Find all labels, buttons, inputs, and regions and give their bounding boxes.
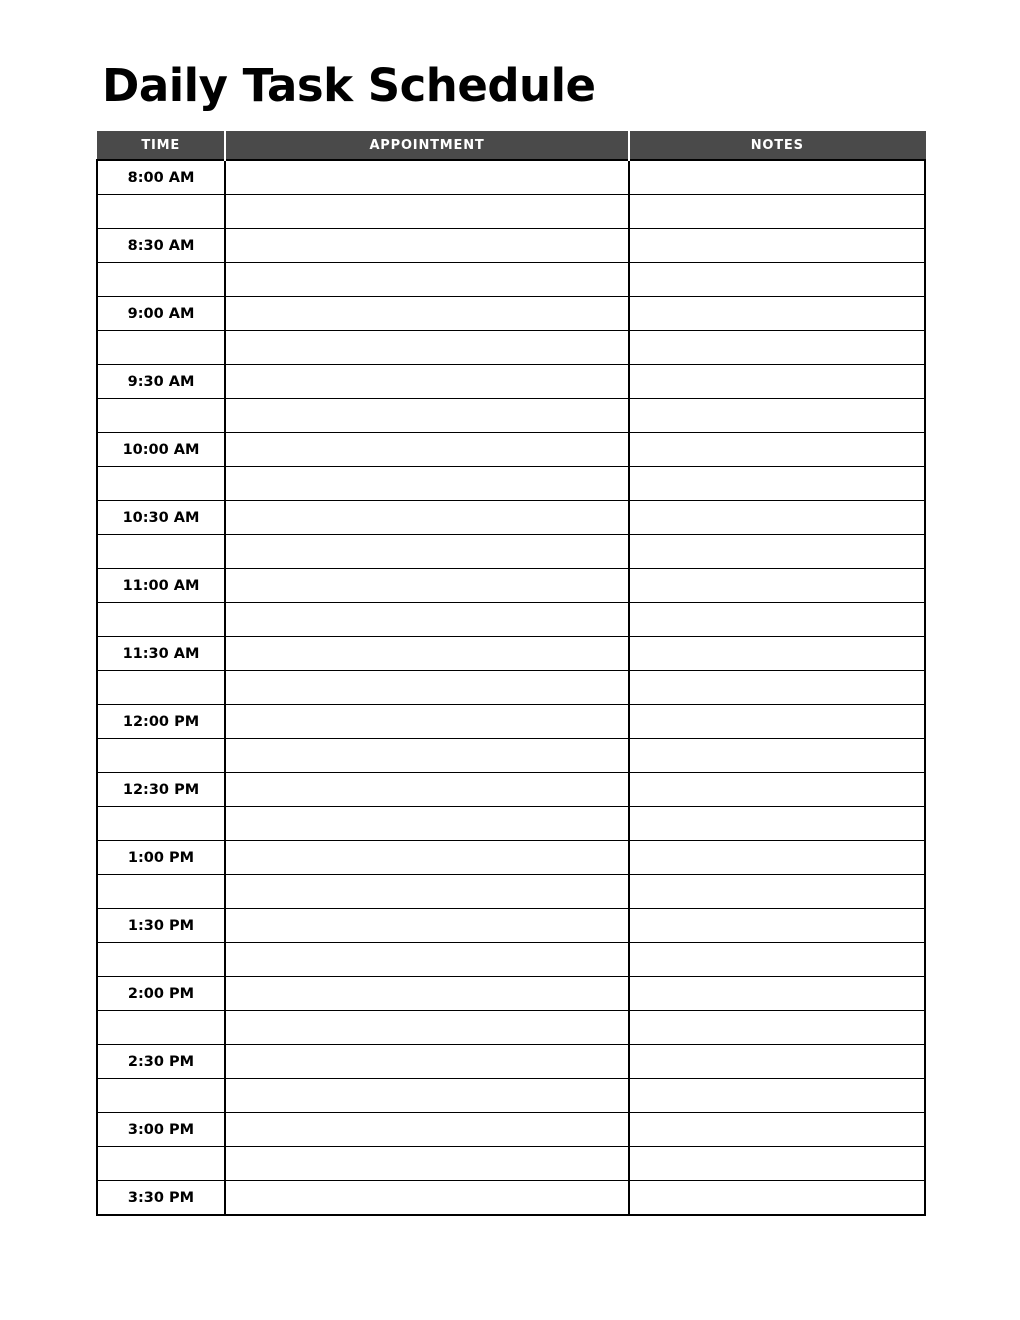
- appointment-cell[interactable]: [225, 229, 629, 263]
- notes-cell[interactable]: [629, 433, 925, 467]
- notes-cell[interactable]: [629, 501, 925, 535]
- time-cell: [97, 399, 225, 433]
- table-row: [97, 195, 925, 229]
- table-row: [97, 160, 925, 195]
- table-row: [97, 1045, 925, 1079]
- time-cell: [97, 331, 225, 365]
- column-header-time: TIME: [97, 132, 225, 161]
- appointment-cell[interactable]: [225, 399, 629, 433]
- time-cell: 1:00 PM: [97, 841, 225, 875]
- time-cell: 8:00 AM: [97, 160, 225, 195]
- notes-cell[interactable]: [629, 535, 925, 569]
- notes-cell[interactable]: [629, 365, 925, 399]
- table-row: [97, 603, 925, 637]
- appointment-cell[interactable]: [225, 1011, 629, 1045]
- appointment-cell[interactable]: [225, 943, 629, 977]
- appointment-cell[interactable]: [225, 603, 629, 637]
- appointment-cell[interactable]: [225, 331, 629, 365]
- time-cell: 3:30 PM: [97, 1181, 225, 1216]
- notes-cell[interactable]: [629, 229, 925, 263]
- appointment-cell[interactable]: [225, 705, 629, 739]
- notes-cell[interactable]: [629, 841, 925, 875]
- notes-cell[interactable]: [629, 160, 925, 195]
- time-cell: 12:00 PM: [97, 705, 225, 739]
- table-row: [97, 297, 925, 331]
- notes-cell[interactable]: [629, 943, 925, 977]
- table-row: [97, 943, 925, 977]
- time-cell: [97, 1147, 225, 1181]
- time-cell: 2:30 PM: [97, 1045, 225, 1079]
- time-cell: 10:30 AM: [97, 501, 225, 535]
- notes-cell[interactable]: [629, 1181, 925, 1216]
- time-cell: 11:30 AM: [97, 637, 225, 671]
- table-body: [97, 160, 925, 1215]
- notes-cell[interactable]: [629, 1011, 925, 1045]
- table-row: [97, 569, 925, 603]
- notes-cell[interactable]: [629, 297, 925, 331]
- notes-cell[interactable]: [629, 739, 925, 773]
- appointment-cell[interactable]: [225, 569, 629, 603]
- table-row: [97, 739, 925, 773]
- table-row: [97, 229, 925, 263]
- column-header-notes: NOTES: [629, 132, 925, 161]
- notes-cell[interactable]: [629, 263, 925, 297]
- appointment-cell[interactable]: [225, 263, 629, 297]
- appointment-cell[interactable]: [225, 807, 629, 841]
- time-cell: 12:30 PM: [97, 773, 225, 807]
- notes-cell[interactable]: [629, 875, 925, 909]
- notes-cell[interactable]: [629, 1079, 925, 1113]
- time-cell: 9:00 AM: [97, 297, 225, 331]
- notes-cell[interactable]: [629, 569, 925, 603]
- table-row: [97, 807, 925, 841]
- time-cell: [97, 195, 225, 229]
- table-row: [97, 263, 925, 297]
- notes-cell[interactable]: [629, 671, 925, 705]
- table-row: [97, 705, 925, 739]
- time-cell: [97, 875, 225, 909]
- table-row: [97, 501, 925, 535]
- page-title: Daily Task Schedule: [102, 59, 596, 112]
- appointment-cell[interactable]: [225, 535, 629, 569]
- column-header-appointment: APPOINTMENT: [225, 132, 629, 161]
- table-row: [97, 1011, 925, 1045]
- appointment-cell[interactable]: [225, 875, 629, 909]
- notes-cell[interactable]: [629, 909, 925, 943]
- time-cell: [97, 807, 225, 841]
- appointment-cell[interactable]: [225, 365, 629, 399]
- table-row: [97, 1181, 925, 1216]
- notes-cell[interactable]: [629, 1045, 925, 1079]
- table-row: [97, 671, 925, 705]
- table-row: [97, 365, 925, 399]
- notes-cell[interactable]: [629, 637, 925, 671]
- table-row: [97, 1147, 925, 1181]
- notes-cell[interactable]: [629, 1147, 925, 1181]
- appointment-cell[interactable]: [225, 841, 629, 875]
- time-cell: [97, 1079, 225, 1113]
- appointment-cell[interactable]: [225, 773, 629, 807]
- appointment-cell[interactable]: [225, 637, 629, 671]
- table-row: [97, 535, 925, 569]
- table-header-row: [97, 132, 925, 161]
- table-row: [97, 841, 925, 875]
- notes-cell[interactable]: [629, 399, 925, 433]
- time-cell: [97, 1011, 225, 1045]
- notes-cell[interactable]: [629, 807, 925, 841]
- notes-cell[interactable]: [629, 773, 925, 807]
- time-cell: [97, 671, 225, 705]
- notes-cell[interactable]: [629, 331, 925, 365]
- appointment-cell[interactable]: [225, 671, 629, 705]
- time-cell: 10:00 AM: [97, 433, 225, 467]
- appointment-cell[interactable]: [225, 195, 629, 229]
- notes-cell[interactable]: [629, 977, 925, 1011]
- notes-cell[interactable]: [629, 705, 925, 739]
- table-row: [97, 637, 925, 671]
- time-cell: 11:00 AM: [97, 569, 225, 603]
- appointment-cell[interactable]: [225, 160, 629, 195]
- notes-cell[interactable]: [629, 1113, 925, 1147]
- appointment-cell[interactable]: [225, 1113, 629, 1147]
- appointment-cell[interactable]: [225, 433, 629, 467]
- appointment-cell[interactable]: [225, 1045, 629, 1079]
- time-cell: [97, 535, 225, 569]
- table-row: [97, 909, 925, 943]
- time-cell: [97, 739, 225, 773]
- time-cell: 2:00 PM: [97, 977, 225, 1011]
- time-cell: [97, 263, 225, 297]
- appointment-cell[interactable]: [225, 739, 629, 773]
- notes-cell[interactable]: [629, 467, 925, 501]
- table-row: [97, 467, 925, 501]
- table-row: [97, 977, 925, 1011]
- table-header: [97, 132, 925, 161]
- appointment-cell[interactable]: [225, 501, 629, 535]
- time-cell: [97, 603, 225, 637]
- appointment-cell[interactable]: [225, 977, 629, 1011]
- appointment-cell[interactable]: [225, 297, 629, 331]
- schedule-table: [96, 131, 926, 1216]
- table-row: [97, 1113, 925, 1147]
- appointment-cell[interactable]: [225, 1079, 629, 1113]
- table-row: [97, 773, 925, 807]
- appointment-cell[interactable]: [225, 467, 629, 501]
- time-cell: [97, 943, 225, 977]
- appointment-cell[interactable]: [225, 909, 629, 943]
- appointment-cell[interactable]: [225, 1181, 629, 1216]
- time-cell: [97, 467, 225, 501]
- appointment-cell[interactable]: [225, 1147, 629, 1181]
- time-cell: 8:30 AM: [97, 229, 225, 263]
- notes-cell[interactable]: [629, 195, 925, 229]
- table-row: [97, 433, 925, 467]
- table-row: [97, 399, 925, 433]
- table-row: [97, 1079, 925, 1113]
- time-cell: 1:30 PM: [97, 909, 225, 943]
- time-cell: 3:00 PM: [97, 1113, 225, 1147]
- time-cell: 9:30 AM: [97, 365, 225, 399]
- table-row: [97, 875, 925, 909]
- notes-cell[interactable]: [629, 603, 925, 637]
- table-row: [97, 331, 925, 365]
